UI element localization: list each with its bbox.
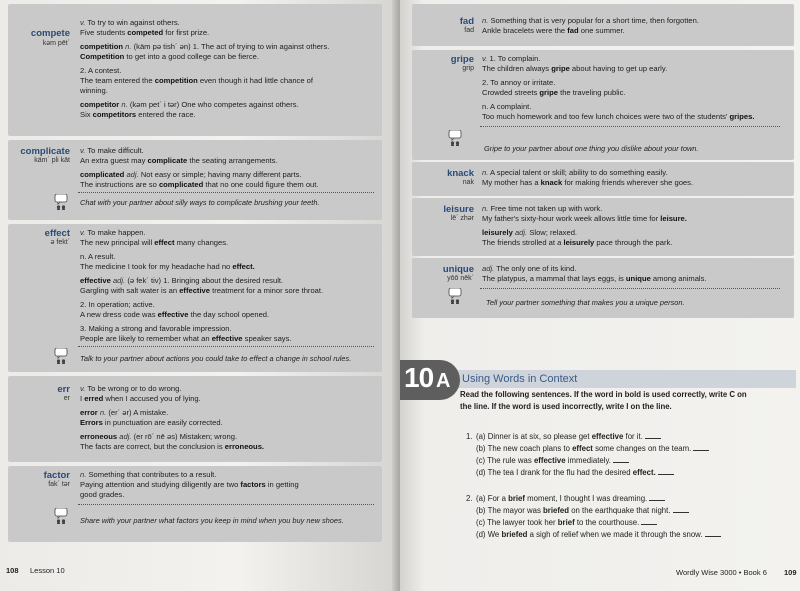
example: winning. [80,86,108,95]
example: The instructions are so complicated that no one could figure them out. [80,180,319,189]
answer-line[interactable] [641,524,657,525]
headword: knack [447,168,474,179]
question-number: 1. [466,432,473,441]
example: Competition to get into a good college can be fierce. [80,52,259,61]
instructions: the line. If the word is used incorrectly, write I on the line. [460,402,672,411]
pronunciation: ə fekt´ [50,239,70,246]
partner-activity: Gripe to your partner about one thing you dislike about your town. [484,144,699,153]
definition: v. To make difficult. [80,146,144,155]
entry-effect [8,224,382,372]
section-badge [400,360,460,400]
example: Crowded streets gripe the traveling public. [482,88,626,97]
entry-unique [412,258,794,318]
example: The facts are correct, but the conclusion is erroneous. [80,442,265,451]
answer-line[interactable] [649,500,665,501]
definition: v. To try to win against others. [80,18,180,27]
question-item: (d) We briefed a sigh of relief when we made it through the snow. [476,530,721,539]
answer-line[interactable] [673,512,689,513]
question-item: (a) For a brief moment, I thought I was dreaming. [476,494,665,503]
derived-word: erroneous adj. (er rō´ nē əs) Mistaken; wrong. [80,432,238,441]
definition: n. A result. [80,252,116,261]
example: The new principal will effect many changes. [80,238,229,247]
answer-line[interactable] [613,462,629,463]
headword: fad [459,16,474,27]
definition: 3. Making a strong and favorable impression. [80,324,232,333]
pronunciation: lē´ zhər [450,215,474,222]
pronunciation: nak [462,179,474,186]
headword: err [57,384,70,395]
chat-bubble-icon [54,508,68,524]
definition: v. To be wrong or to do wrong. [80,384,182,393]
answer-line[interactable] [658,474,674,475]
section-letter: A [436,370,451,392]
pronunciation: grip [462,65,474,72]
question-item: (c) The rule was effective immediately. [476,456,629,465]
entry-complicate [8,140,382,220]
derived-word: competition n. (käm pə tish´ ən) 1. The act of trying to win against others. [80,42,330,51]
definition: n. Free time not taken up with work. [482,204,603,213]
answer-line[interactable] [693,450,709,451]
question-item: (d) The tea I drank for the flu had the desired effect. [476,468,674,477]
headword: effect [44,228,70,239]
example: Ankle bracelets were the fad one summer. [482,26,625,35]
example: The medicine I took for my headache had no effect. [80,262,255,271]
example: The platypus, a mammal that lays eggs, is unique among animals. [482,274,707,283]
definition: 2. A contest. [80,66,122,75]
definition: n. A special talent or skill; ability to do something easily. [482,168,668,177]
section-number: 10 [404,362,434,393]
definition: n. Something that contributes to a result. [80,470,217,479]
derived-word: effective adj. (ə fek´ tiv) 1. Bringing about the desired result. [80,276,284,285]
entry-fad [412,4,794,46]
headword: compete [30,28,70,39]
definition: adj. The only one of its kind. [482,264,577,273]
definition: n. Something that is very popular for a short time, then forgotten. [482,16,699,25]
chat-bubble-icon [54,194,68,210]
partner-activity: Chat with your partner about silly ways to complicate brushing your teeth. [80,198,320,207]
page-number-left: 108 [6,566,19,575]
lesson-label: Lesson 10 [30,566,65,575]
headword: factor [43,470,70,481]
right-page [400,0,800,591]
example: The team entered the competition even though it had little chance of [80,76,314,85]
headword: leisure [443,204,474,215]
pronunciation: fad [464,27,474,34]
example: Five students competed for first prize. [80,28,210,37]
question-item: (b) The new coach plans to effect some changes on the team. [476,444,709,453]
question-item: (a) Dinner is at six, so please get effective for it. [476,432,661,441]
derived-word: leisurely adj. Slow; relaxed. [482,228,578,237]
example: People are likely to remember what an effective speaker says. [80,334,292,343]
derived-word: error n. (er´ ər) A mistake. [80,408,169,417]
left-page [0,0,396,591]
definition: 2. In operation; active. [80,300,155,309]
definition: 2. To annoy or irritate. [482,78,556,87]
entry-knack [412,162,794,196]
definition: v. To make happen. [80,228,146,237]
example: My mother has a knack for making friends wherever she goes. [482,178,694,187]
example: A new dress code was effective the day school opened. [80,310,270,319]
question-item: (b) The mayor was briefed on the earthquake that night. [476,506,689,515]
example: Six competitors entered the race. [80,110,196,119]
entry-gripe [412,50,794,160]
example: good grades. [80,490,125,499]
headword: unique [442,264,474,275]
example: Paying attention and studying diligently are two factors in getting [80,480,299,489]
answer-line[interactable] [645,438,661,439]
partner-activity: Share with your partner what factors you keep in mind when you buy new shoes. [80,516,344,525]
answer-line[interactable] [705,536,721,537]
divider [480,126,780,127]
derived-word: complicated adj. Not easy or simple; having many different parts. [80,170,302,179]
partner-activity: Talk to your partner about actions you could take to effect a change in school rules. [80,354,352,363]
divider [78,192,374,193]
example: Gargling with salt water is an effective treatment for a minor sore throat. [80,286,324,295]
pronunciation: yōō nēk´ [447,275,474,282]
entry-err [8,376,382,462]
book-title-footer: Wordly Wise 3000 • Book 6 [676,568,767,577]
example: My father's sixty-hour work week allows little time for leisure. [482,214,687,223]
chat-bubble-icon [448,130,462,146]
derived-word: competitor n. (kəm pet´ i tər) One who competes against others. [80,100,299,109]
pronunciation: kəm pēt´ [42,40,70,47]
chat-bubble-icon [54,348,68,364]
example: An extra guest may complicate the seating arrangements. [80,156,278,165]
example: The children always gripe about having to get up early. [482,64,668,73]
headword: complicate [20,146,70,157]
divider [78,504,374,505]
definition: n. A complaint. [482,102,532,111]
pronunciation: käm´ pli kāt [34,157,70,164]
entry-factor [8,466,382,542]
divider [78,346,374,347]
example: Errors in punctuation are easily corrected. [80,418,223,427]
page-number-right: 109 [784,568,797,577]
headword: gripe [450,54,474,65]
entry-leisure [412,198,794,256]
entry-compete [8,4,382,136]
partner-activity: Tell your partner something that makes you a unique person. [486,298,685,307]
pronunciation: er [63,395,70,402]
example: The friends strolled at a leisurely pace through the park. [482,238,673,247]
divider [480,288,780,289]
question-number: 2. [466,494,473,503]
question-item: (c) The lawyer took her brief to the courthouse. [476,518,657,527]
example: Too much homework and too few lunch choices were two of the students' gripes. [482,112,755,121]
pronunciation: fak´ tər [48,481,70,488]
definition: v. 1. To complain. [482,54,541,63]
instructions: Read the following sentences. If the word in bold is used correctly, write C on [460,390,747,399]
chat-bubble-icon [448,288,462,304]
section-title: Using Words in Context [462,373,578,385]
example: I erred when I accused you of lying. [80,394,201,403]
